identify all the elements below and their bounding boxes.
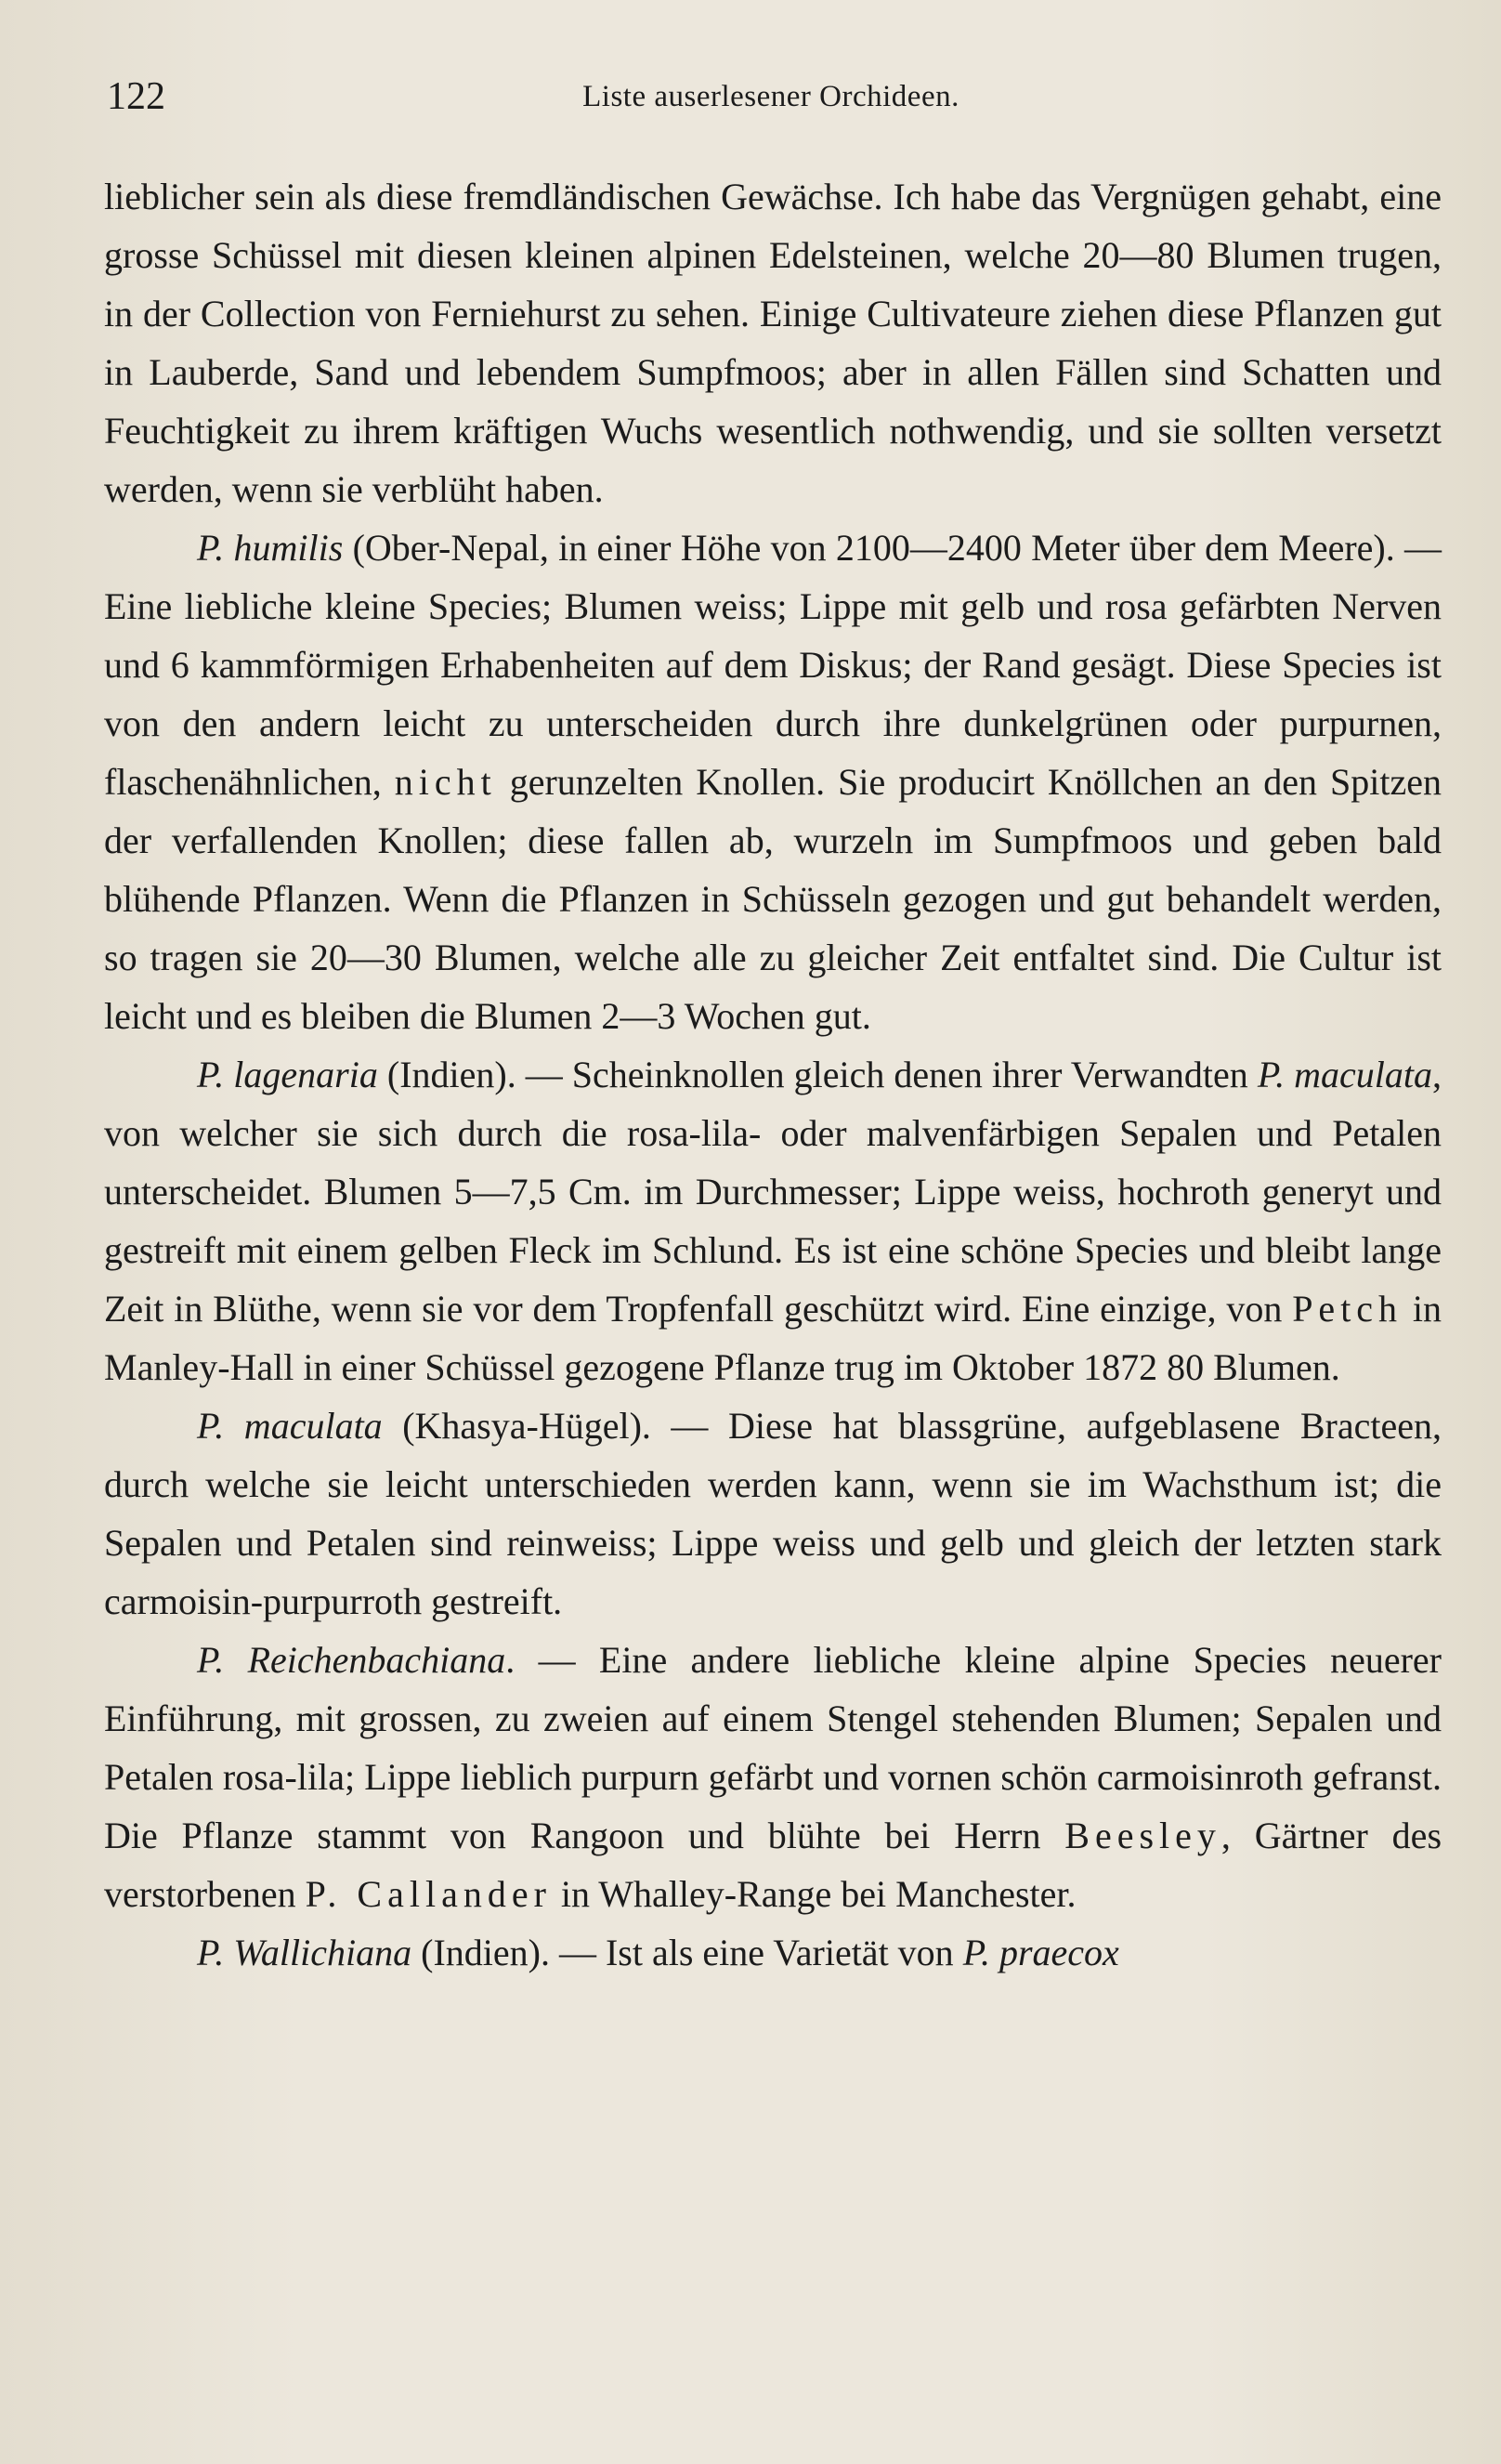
paragraph-text: . — Eine andere liebliche kleine alpine Species neuerer Einführung, mit grossen, zu zweien auf einem Stengel stehenden Blumen; Sepalen und Petalen rosa-lila; Lippe lieblich purpurn gefärbt und vornen schön carmoisinroth gefranst. Die Pflanze stammt von Rangoon und blühte bei Herrn <box>104 1639 1442 1856</box>
page-header <box>107 74 1435 130</box>
species-name: P. maculata <box>197 1405 383 1447</box>
paragraph-wallichiana <box>104 1923 1442 1982</box>
person-name: P. Callander <box>305 1873 552 1915</box>
species-name: P. Wallichiana <box>197 1932 412 1973</box>
paragraph-maculata <box>104 1396 1442 1631</box>
paragraph-text: (Khasya-Hügel). — Diese hat blassgrüne, aufgeblasene Bracteen, durch welche sie leicht unterschieden werden kann, wenn sie im Wachsthum ist; die Sepalen und Petalen sind reinweiss; Lippe weiss und gelb und gleich der letzten stark carmoisin-purpurroth gestreift. <box>104 1405 1442 1622</box>
page-number: 122 <box>107 75 165 118</box>
paragraph-humilis <box>104 518 1442 1045</box>
page-body <box>104 167 1442 1982</box>
person-name: Petch <box>1292 1288 1403 1330</box>
paragraph-text: , von welcher sie sich durch die rosa-lila- oder malvenfärbigen Sepalen und Petalen unterscheidet. Blumen 5—7,5 Cm. im Durchmesser; Lippe weiss, hochroth generyt und gestreift mit einem gelben Fleck im Schlund. Es ist eine schöne Species und bleibt lange Zeit in Blüthe, wenn sie vor dem Tropfenfall geschützt wird. Eine einzige, von <box>104 1054 1442 1330</box>
paragraph-text: in Whalley-Range bei Manchester. <box>551 1873 1077 1915</box>
paragraph-intro <box>104 167 1442 518</box>
paragraph-text: lieblicher sein als diese fremdländischen Gewächse. Ich habe das Vergnügen gehabt, eine grosse Schüssel mit diesen kleinen alpinen Edelsteinen, welche 20—80 Blumen trugen, in der Collection von Ferniehurst zu sehen. Einige Cultivateure ziehen diese Pflanzen gut in Lauberde, Sand und lebendem Sumpfmoos; aber in allen Fällen sind Schatten und Feuchtigkeit zu ihrem kräftigen Wuchs wesentlich nothwendig, und sie sollten versetzt werden, wenn sie verblüht haben. <box>104 176 1442 510</box>
paragraph-lagenaria <box>104 1045 1442 1396</box>
species-name: P. Reichenbachiana <box>197 1639 506 1681</box>
species-name: P. humilis <box>197 527 344 569</box>
species-name: P. lagenaria <box>197 1054 378 1095</box>
emphasized-word: nicht <box>394 761 497 803</box>
person-name: Beesley <box>1064 1815 1221 1856</box>
paragraph-text: (Indien). — Scheinknollen gleich denen ihrer Verwandten <box>377 1054 1258 1095</box>
paragraph-reichenbachiana <box>104 1631 1442 1923</box>
species-name: P. praecox <box>962 1932 1119 1973</box>
paragraph-text: in Manley-Hall in einer Schüssel gezogene Pflanze trug im Oktober 1872 80 Blumen. <box>104 1288 1442 1388</box>
paragraph-text: , Gärtner des verstorbenen <box>104 1815 1442 1915</box>
paragraph-text: gerunzelten Knollen. Sie producirt Knöllchen an den Spitzen der verfallenden Knollen; diese fallen ab, wurzeln im Sumpfmoos und geben bald blühende Pflanzen. Wenn die Pflanzen in Schüsseln gezogen und gut behandelt werden, so tragen sie 20—30 Blumen, welche alle zu gleicher Zeit entfaltet sind. Die Cultur ist leicht und es bleiben die Blumen 2—3 Wochen gut. <box>104 761 1442 1037</box>
species-name: P. maculata <box>1257 1054 1432 1095</box>
running-title: Liste auserlesener Orchideen. <box>582 80 959 113</box>
paragraph-text: (Indien). — Ist als eine Varietät von <box>411 1932 963 1973</box>
paragraph-text: (Ober-Nepal, in einer Höhe von 2100—2400 Meter über dem Meere). — Eine liebliche kleine Species; Blumen weiss; Lippe mit gelb und rosa gefärbten Nerven und 6 kammförmigen Erhabenheiten auf dem Diskus; der Rand gesägt. Diese Species ist von den andern leicht zu unterscheiden durch ihre dunkelgrünen oder purpurnen, flaschenähnlichen, <box>104 527 1442 803</box>
